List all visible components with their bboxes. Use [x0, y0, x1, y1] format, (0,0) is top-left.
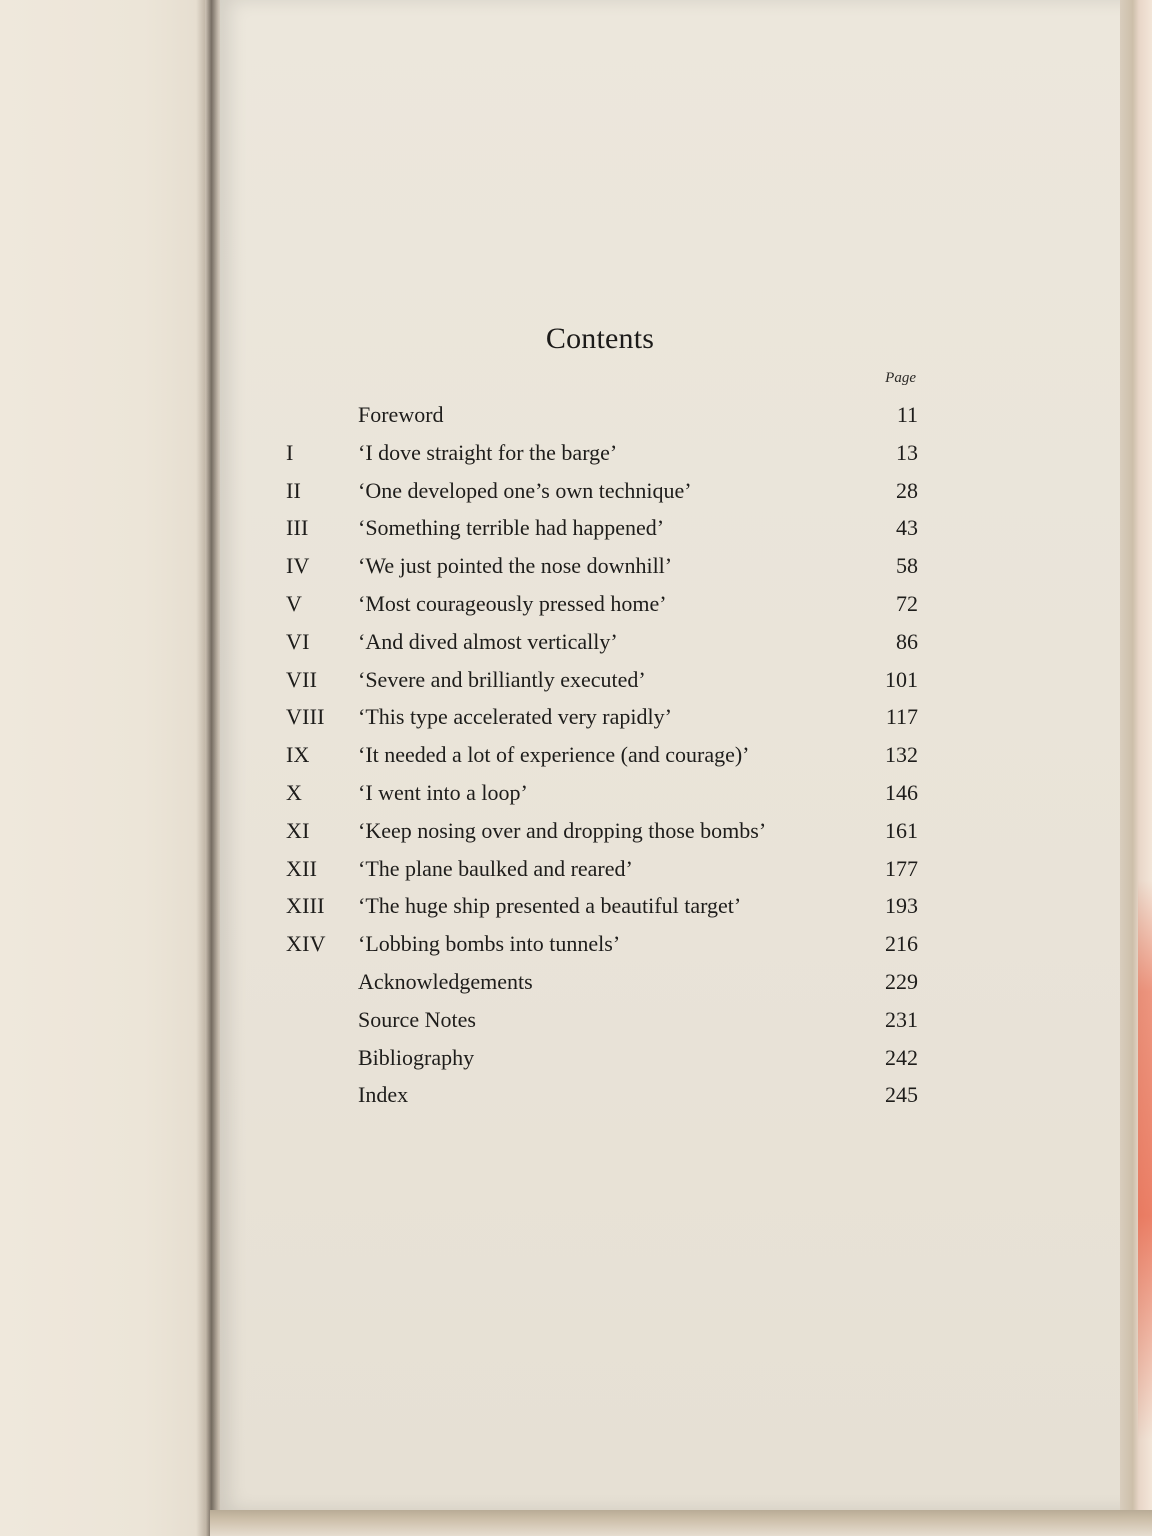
page-edge-bottom: [210, 1510, 1152, 1536]
toc-row: [286, 396, 918, 434]
chapter-number: V: [286, 590, 303, 616]
chapter-title: Index: [358, 1082, 409, 1108]
page-number: 193: [885, 893, 918, 919]
page-number: 245: [885, 1082, 918, 1108]
chapter-title: Foreword: [358, 402, 444, 427]
toc-row: [286, 698, 918, 736]
page-number: 101: [885, 666, 918, 692]
toc-row: [286, 850, 918, 888]
toc-row: [286, 963, 918, 1001]
toc-row: [286, 812, 918, 850]
toc-row: [286, 661, 918, 699]
chapter-number: XI: [286, 817, 310, 843]
chapter-number: XII: [286, 855, 318, 881]
page-number: 117: [885, 704, 918, 730]
page-number: 86: [896, 628, 918, 654]
left-page: [0, 0, 205, 1536]
chapter-number: IV: [286, 553, 310, 579]
page-number: 216: [885, 931, 918, 957]
toc-row: [286, 774, 918, 812]
chapter-title: ‘The plane baulked and reared’: [358, 855, 633, 881]
chapter-title: ‘One developed one’s own technique’: [358, 477, 692, 503]
chapter-title: ‘I dove straight for the barge’: [358, 439, 618, 465]
page-column-label: Page: [885, 370, 916, 386]
toc-row: [286, 585, 918, 623]
page-number: 229: [885, 968, 918, 994]
toc-row: [286, 925, 918, 963]
table-of-contents: [286, 396, 918, 1114]
page-number: 177: [885, 855, 918, 881]
chapter-number: IX: [286, 742, 310, 768]
chapter-title: Acknowledgements: [358, 968, 533, 994]
chapter-title: ‘Lobbing bombs into tunnels’: [358, 931, 621, 957]
chapter-number: X: [286, 779, 303, 805]
page-number: 43: [896, 515, 918, 541]
toc-row: [286, 887, 918, 925]
chapter-number: VIII: [286, 704, 325, 730]
page-number: 231: [885, 1006, 918, 1032]
chapter-title: ‘I went into a loop’: [358, 779, 528, 805]
page-number: 242: [885, 1044, 918, 1070]
page-number: 13: [896, 439, 918, 465]
chapter-number: VI: [286, 628, 310, 654]
chapter-number: III: [286, 515, 309, 541]
page-number: 161: [885, 817, 918, 843]
chapter-number: I: [286, 439, 294, 465]
toc-row: [286, 1076, 918, 1114]
toc-row: [286, 623, 918, 661]
page-number: 72: [896, 590, 918, 616]
chapter-title: ‘Most courageously pressed home’: [358, 590, 667, 616]
page-number: 146: [885, 779, 918, 805]
page-number: 132: [885, 742, 918, 768]
toc-row: [286, 1001, 918, 1039]
chapter-title: ‘It needed a lot of experience (and courage)’: [358, 742, 750, 768]
chapter-title: ‘And dived almost vertically’: [358, 628, 618, 654]
chapter-number: VII: [286, 666, 318, 692]
toc-row: [286, 1039, 918, 1077]
chapter-number: XIII: [286, 893, 325, 919]
book-cover-edge: [1138, 880, 1152, 1440]
toc-row: [286, 736, 918, 774]
toc-row: [286, 472, 918, 510]
chapter-title: Bibliography: [358, 1044, 475, 1070]
chapter-title: ‘This type accelerated very rapidly’: [358, 704, 672, 730]
chapter-title: Source Notes: [358, 1006, 476, 1032]
contents-title: Contents: [545, 322, 655, 355]
toc-row: [286, 434, 918, 472]
chapter-number: XIV: [286, 931, 326, 957]
chapter-title: ‘We just pointed the nose downhill’: [358, 553, 673, 579]
chapter-title: ‘The huge ship presented a beautiful target’: [358, 893, 742, 919]
chapter-title: ‘Something terrible had happened’: [358, 515, 665, 541]
chapter-title: ‘Severe and brilliantly executed’: [358, 666, 646, 692]
page-number: 28: [896, 477, 918, 503]
chapter-title: ‘Keep nosing over and dropping those bombs’: [358, 817, 767, 843]
toc-row: [286, 509, 918, 547]
toc-row: [286, 547, 918, 585]
page-number: 58: [896, 553, 918, 579]
chapter-number: II: [286, 477, 302, 503]
page-number: 11: [896, 402, 918, 427]
